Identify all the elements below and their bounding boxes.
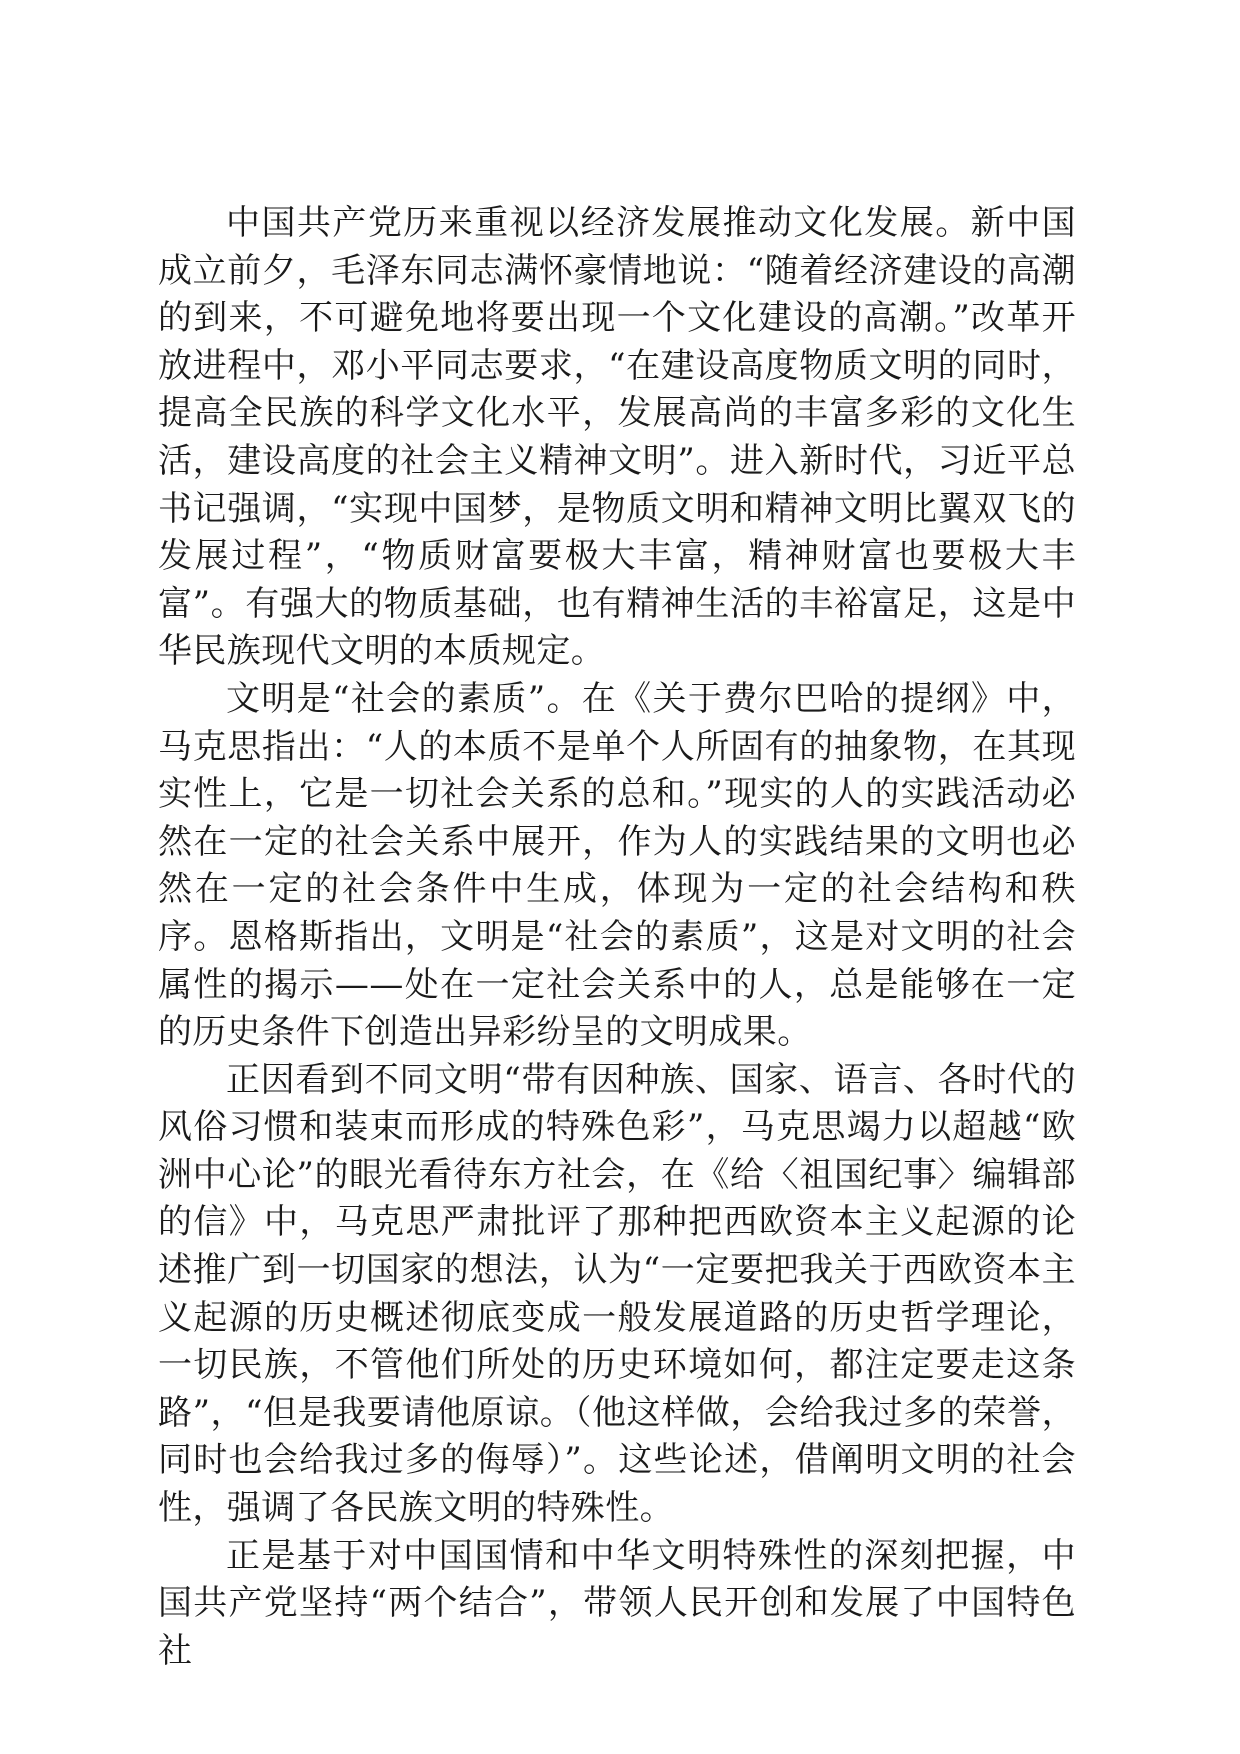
document-body (158, 200, 1076, 1675)
paragraph-2: 文明是“社会的素质”。在《关于费尔巴哈的提纲》中，马克思指出：“人的本质不是单个人所固有的抽象物，在其现实性上，它是一切社会关系的总和。”现实的人的实践活动必然在一定的社会关系中展开，作为人的实践结果的文明也必然在一定的社会条件中生成，体现为一定的社会结构和秩序。恩格斯指出，文明是“社会的素质”，这是对文明的社会属性的揭示——处在一定社会关系中的人，总是能够在一定的历史条件下创造出异彩纷呈的文明成果。 (158, 678, 1076, 1053)
paragraph-4: 正是基于对中国国情和中华文明特殊性的深刻把握，中国共产党坚持“两个结合”，带领人民开创和发展了中国特色社 (158, 1535, 1076, 1671)
paragraph-1: 中国共产党历来重视以经济发展推动文化发展。新中国成立前夕，毛泽东同志满怀豪情地说：“随着经济建设的高潮的到来，不可避免地将要出现一个文化建设的高潮。”改革开放进程中，邓小平同志要求，“在建设高度物质文明的同时，提高全民族的科学文化水平，发展高尚的丰富多彩的文化生活，建设高度的社会主义精神文明”。进入新时代，习近平总书记强调，“实现中国梦，是物质文明和精神文明比翼双飞的发展过程”，“物质财富要极大丰富，精神财富也要极大丰富”。有强大的物质基础，也有精神生活的丰裕富足，这是中华民族现代文明的本质规定。 (158, 203, 1076, 672)
paragraph-3: 正因看到不同文明“带有因种族、国家、语言、各时代的风俗习惯和装束而形成的特殊色彩”，马克思竭力以超越“欧洲中心论”的眼光看待东方社会，在《给〈祖国纪事〉编辑部的信》中，马克思严肃批评了那种把西欧资本主义起源的论述推广到一切国家的想法，认为“一定要把我关于西欧资本主义起源的历史概述彻底变成一般发展道路的历史哲学理论，一切民族，不管他们所处的历史环境如何，都注定要走这条路”，“但是我要请他原谅。（他这样做，会给我过多的荣誉，同时也会给我过多的侮辱）”。这些论述，借阐明文明的社会性，强调了各民族文明的特殊性。 (158, 1059, 1076, 1529)
